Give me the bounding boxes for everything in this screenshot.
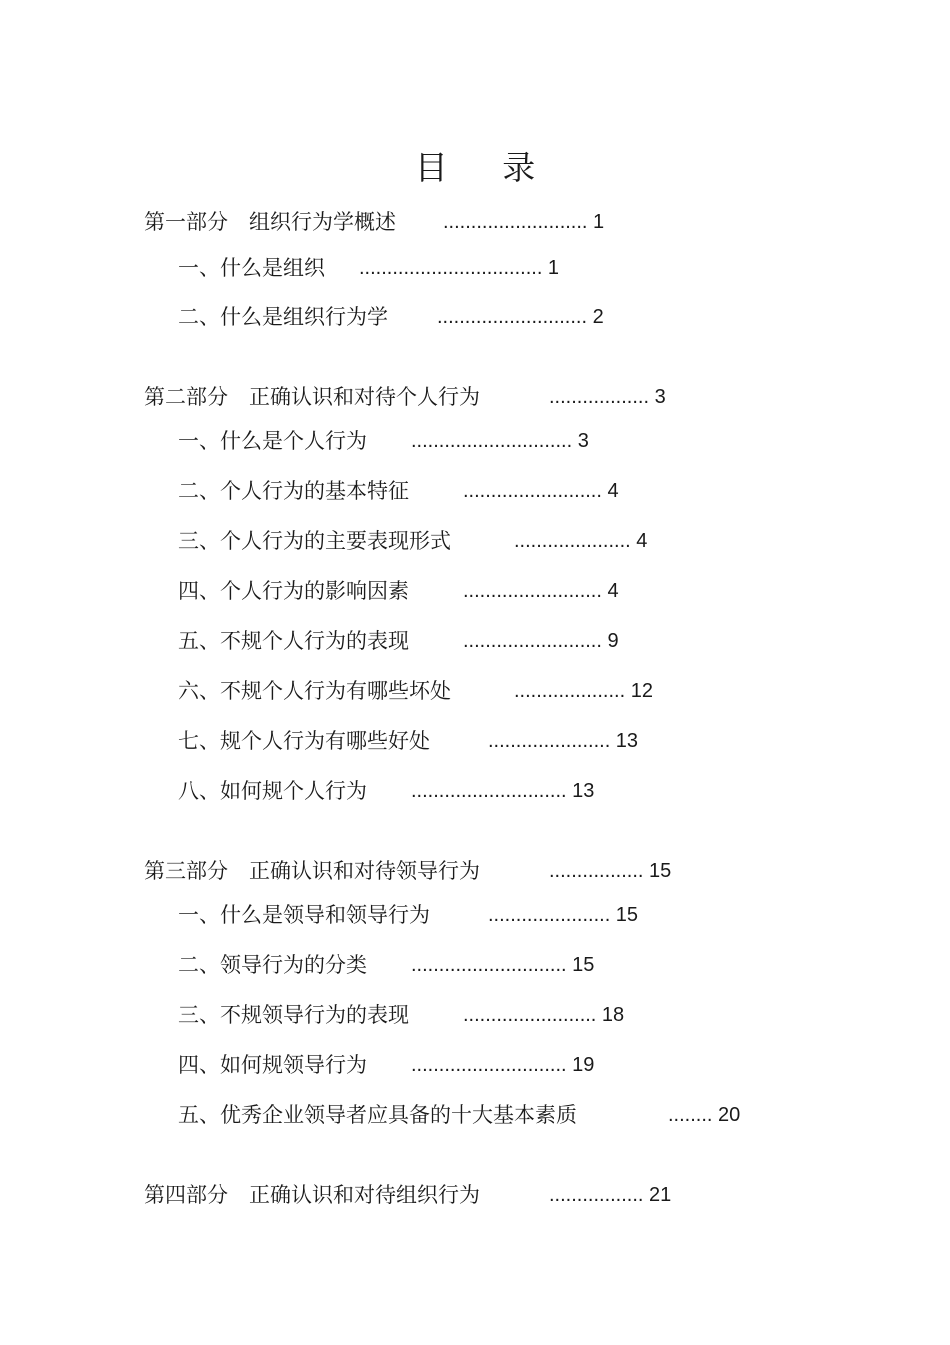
toc-entry-leader-page: .................... 12 [514,680,653,702]
toc-entry-leader-page: ......................... 9 [463,630,619,652]
toc-entry-leader-page: .................. 3 [549,386,666,408]
toc-entry-leader-page: ......................... 4 [463,480,619,502]
toc-entry-leader-page: ..................... 4 [514,530,648,552]
toc-entry-leader-page: ...................... 15 [488,904,639,926]
toc-entry-label: 六、不规个人行为有哪些坏处 [178,679,451,703]
toc-entry-leader-page: ...................... 13 [488,730,639,752]
toc-entry-label: 五、优秀企业领导者应具备的十大基本素质 [178,1103,577,1127]
toc-entry-label: 一、什么是个人行为 [178,429,367,453]
toc-entry[interactable] [178,253,560,283]
toc-entry[interactable] [178,676,653,706]
toc-entry-leader-page: ................................. 1 [359,257,560,279]
toc-entry[interactable] [178,776,595,806]
toc-entry-leader-page: ................. 15 [549,860,672,882]
toc-entry-leader-page: ................. 21 [549,1184,672,1206]
toc-entry-leader-page: ............................ 15 [411,954,595,976]
page-title: 目 录 [414,148,558,187]
toc-entry-label: 二、个人行为的基本特征 [178,479,409,503]
toc-entry-label: 第三部分 正确认识和对待领导行为 [144,859,480,883]
toc-entry-leader-page: ............................. 3 [411,430,589,452]
toc-entry[interactable] [178,1000,625,1030]
toc-entry-label: 四、个人行为的影响因素 [178,579,409,603]
toc-entry[interactable] [178,302,604,332]
toc-entry-part-1[interactable] [144,207,605,237]
toc-entry[interactable] [178,576,619,606]
toc-entry[interactable] [178,1050,595,1080]
toc-entry-leader-page: ......................... 4 [463,580,619,602]
toc-entry-leader-page: ........ 20 [668,1104,741,1126]
toc-entry-part-3[interactable] [144,856,672,886]
toc-entry-label: 八、如何规个人行为 [178,779,367,803]
toc-entry[interactable] [178,526,648,556]
toc-entry[interactable] [178,726,639,756]
toc-entry-label: 二、领导行为的分类 [178,953,367,977]
toc-entry[interactable] [178,626,619,656]
toc-entry[interactable] [178,426,589,456]
toc-entry-label: 一、什么是领导和领导行为 [178,903,430,927]
toc-entry-label: 二、什么是组织行为学 [178,305,388,329]
toc-entry[interactable] [178,950,595,980]
toc-entry-label: 七、规个人行为有哪些好处 [178,729,430,753]
toc-entry-label: 三、不规领导行为的表现 [178,1003,409,1027]
toc-entry[interactable] [178,1100,741,1130]
toc-entry-leader-page: ........................ 18 [463,1004,625,1026]
toc-entry-label: 第二部分 正确认识和对待个人行为 [144,385,480,409]
toc-entry-leader-page: .......................... 1 [443,211,605,233]
toc-entry[interactable] [178,476,619,506]
toc-entry[interactable] [178,900,639,930]
toc-entry-leader-page: ........................... 2 [437,306,604,328]
toc-entry-label: 一、什么是组织 [178,256,325,280]
toc-entry-leader-page: ............................ 19 [411,1054,595,1076]
toc-entry-label: 四、如何规领导行为 [178,1053,367,1077]
toc-entry-part-2[interactable] [144,382,666,412]
toc-entry-label: 第四部分 正确认识和对待组织行为 [144,1183,480,1207]
toc-entry-label: 第一部分 组织行为学概述 [144,210,396,234]
toc-entry-label: 五、不规个人行为的表现 [178,629,409,653]
toc-entry-label: 三、个人行为的主要表现形式 [178,529,451,553]
toc-entry-leader-page: ............................ 13 [411,780,595,802]
toc-entry-part-4[interactable] [144,1180,672,1210]
